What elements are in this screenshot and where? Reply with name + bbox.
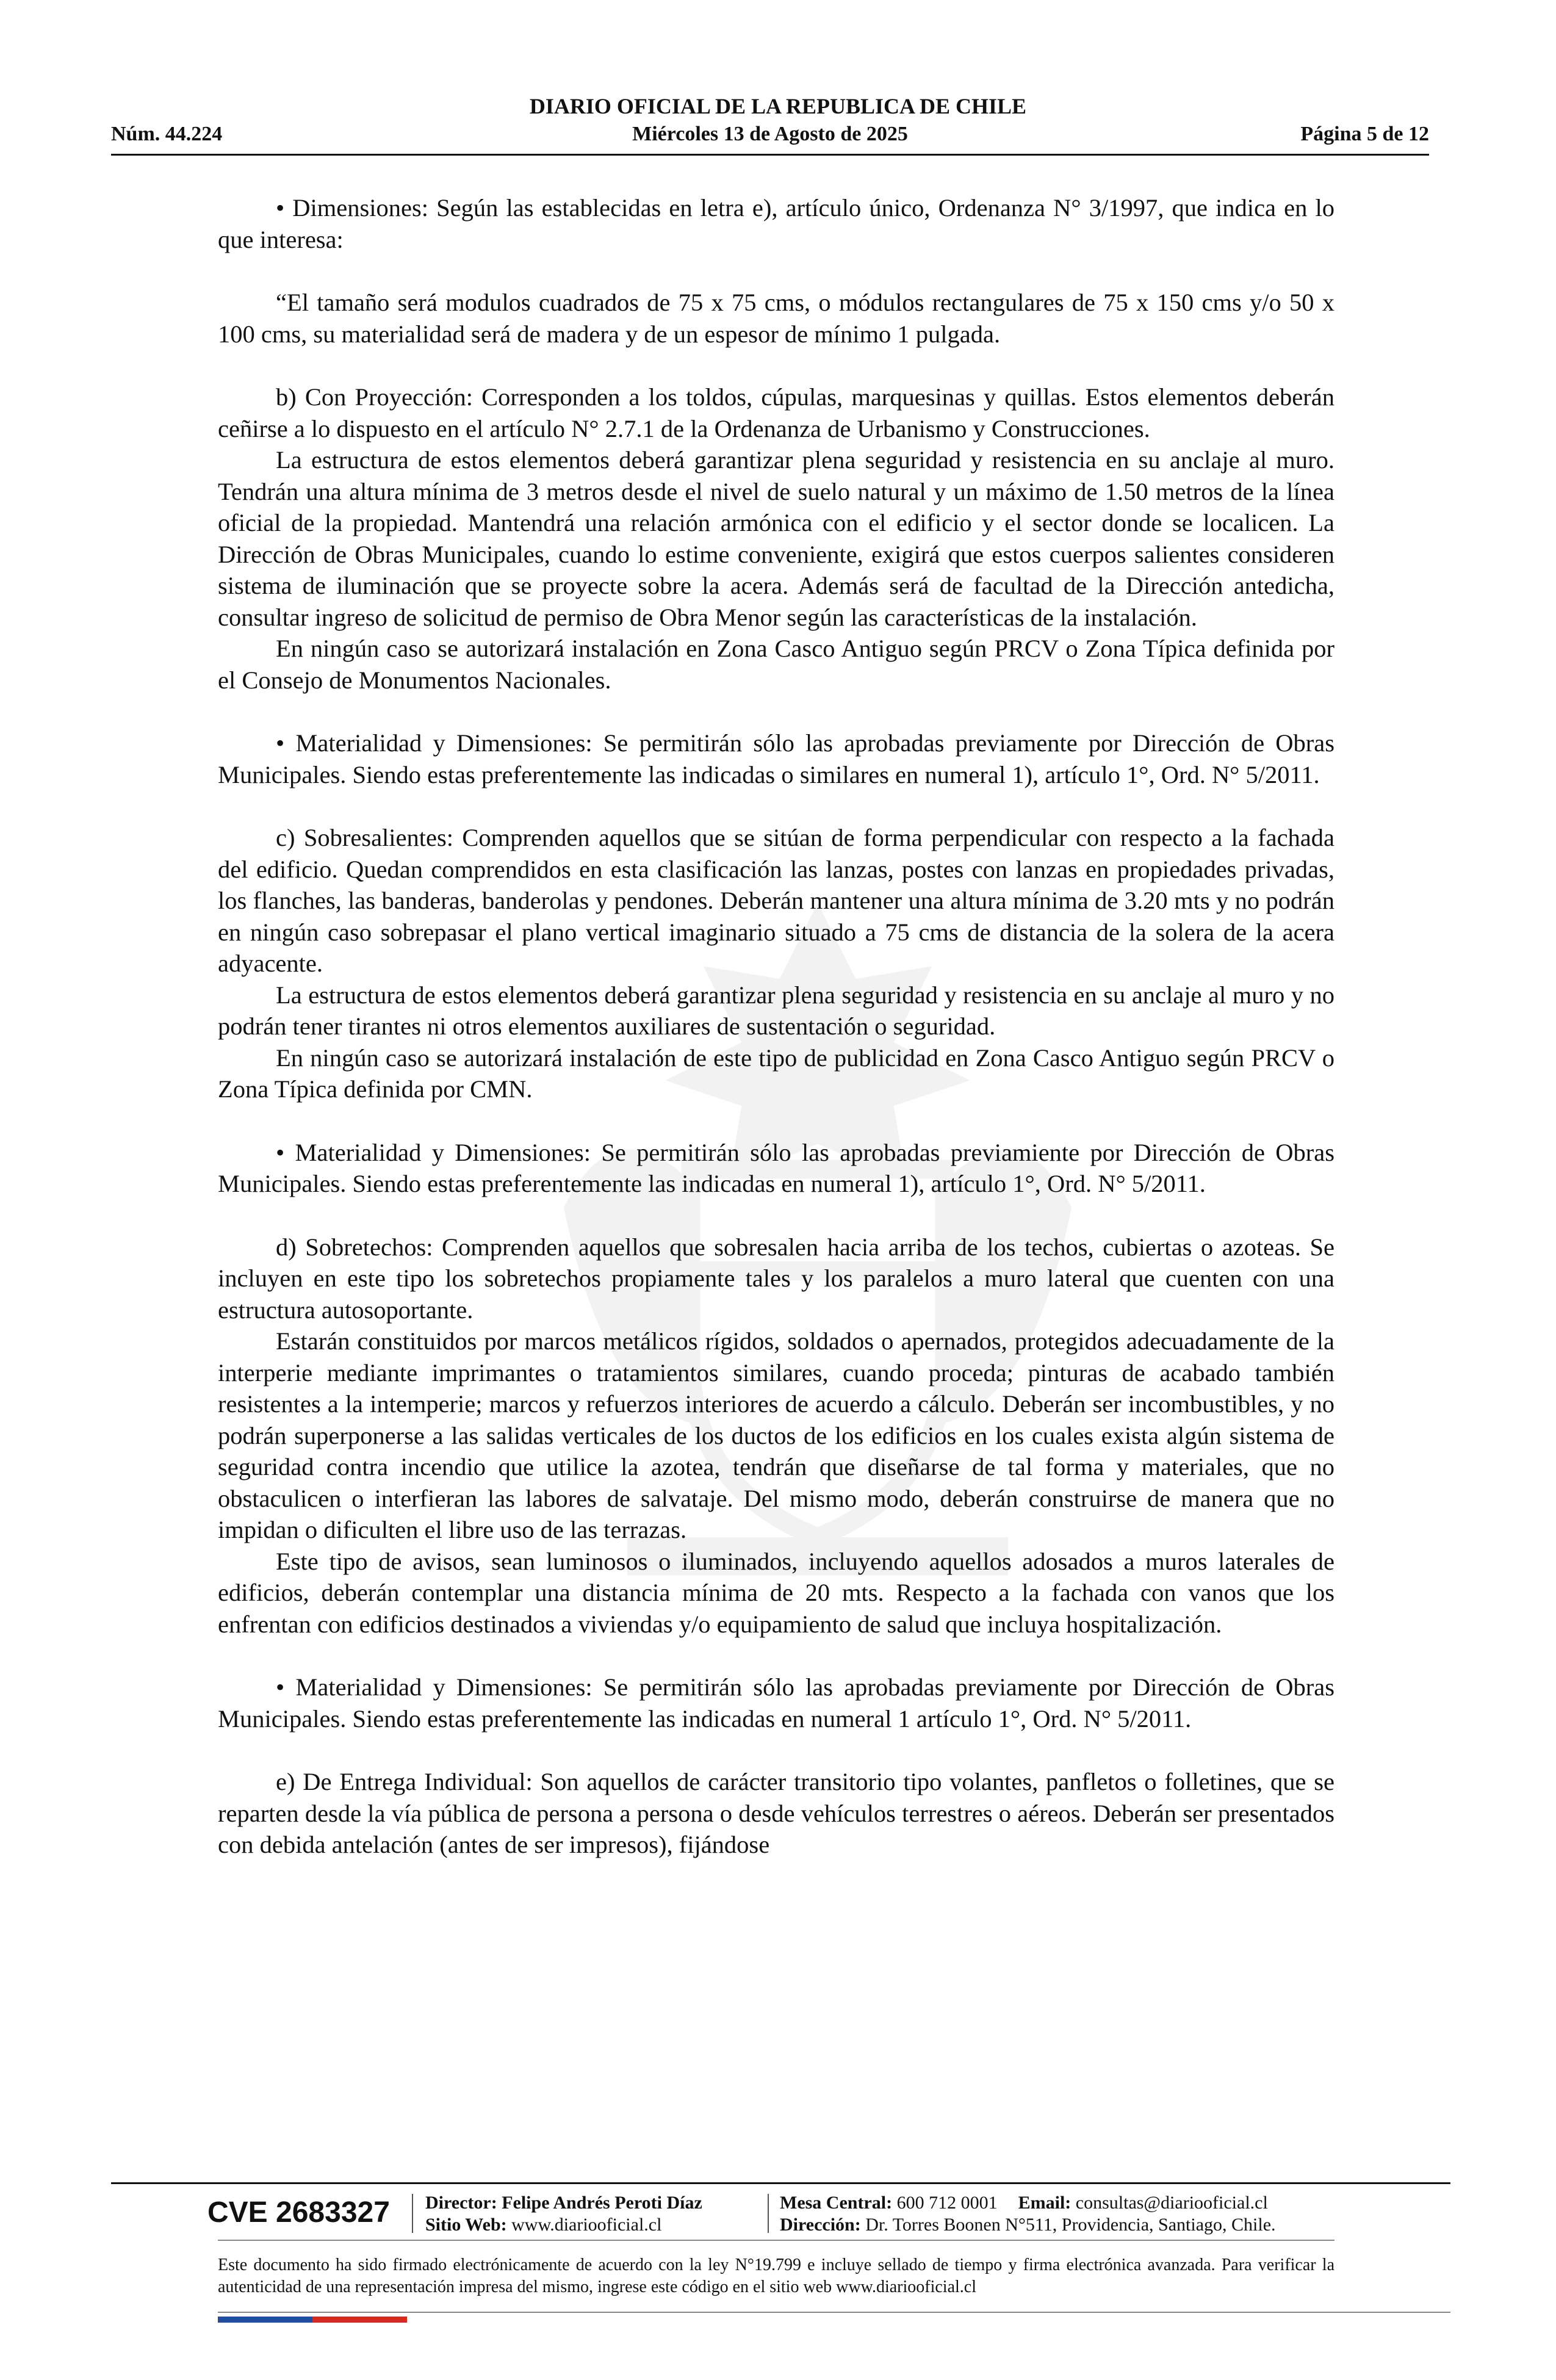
- paragraph: c) Sobresalientes: Comprenden aquellos que se sitúan de forma perpendicular con respecto a la fachada del edificio. Quedan comprendidos en esta clasificación las lanzas, postes con lanzas en propiedades privadas, los flanches, las banderas, banderolas y pendones. Deberán mantener una altura mínima de 3.20 mts y no podrán en ningún caso sobrepasar el plano vertical imaginario situado a 75 cms de distancia de la solera de la acera adyacente.: [218, 824, 1334, 977]
- newspaper-title: DIARIO OFICIAL DE LA REPUBLICA DE CHILE: [529, 94, 1027, 118]
- issue-number: Núm. 44.224: [111, 123, 223, 145]
- header-info-row: [111, 121, 1429, 148]
- paragraph: e) De Entrega Individual: Son aquellos de carácter transitorio tipo volantes, panfletos o folletines, que se reparten desde la vía pública de persona a persona o desde vehículos terrestres o aéreos. Deberán ser presentados con debida antelación (antes de ser impresos), fijándose: [218, 1768, 1334, 1858]
- page-indicator: Página 5 de 12: [1300, 123, 1429, 145]
- contact-info: [780, 2192, 1390, 2236]
- director-name: Felipe Andrés Peroti Díaz: [502, 2193, 702, 2213]
- address-text: Dr. Torres Boonen N°511, Providencia, Santiago, Chile.: [865, 2215, 1276, 2235]
- bottom-divider: [218, 2312, 1450, 2313]
- paragraph: Este tipo de avisos, sean luminosos o iluminados, incluyendo aquellos adosados a muros laterales de edificios, deberán contemplar una distancia mínima de 20 mts. Respecto a la fachada con vanos que los enfrentan con edificios destinados a viviendas y/o equipamiento de salud que incluya hospitalización.: [218, 1547, 1334, 1638]
- paragraph: d) Sobretechos: Comprenden aquellos que sobresalen hacia arriba de los techos, cubiertas o azoteas. Se incluyen en este tipo los sobretechos propiamente tales y los paralelos a muro lateral que cuenten con una estructura autosoportante.: [218, 1233, 1334, 1324]
- flag-stripe-red: [312, 2317, 407, 2323]
- paragraph: • Materialidad y Dimensiones: Se permitirán sólo las aprobadas previamente por Dirección de Obras Municipales. Siendo estas preferentemente las indicadas en numeral 1 artículo 1°, Ord. N° 5/2011.: [218, 1673, 1334, 1733]
- paragraph: En ningún caso se autorizará instalación de este tipo de publicidad en Zona Casco Antiguo según PRCV o Zona Típica definida por CMN.: [218, 1044, 1334, 1103]
- paragraph: En ningún caso se autorizará instalación en Zona Casco Antiguo según PRCV o Zona Típica definida por el Consejo de Monumentos Nacionales.: [218, 635, 1334, 694]
- director-label: Director:: [425, 2193, 497, 2213]
- legal-divider: [218, 2240, 1334, 2241]
- phone-label: Mesa Central:: [780, 2193, 893, 2213]
- website-label: Sitio Web:: [425, 2215, 507, 2235]
- issue-date: Miércoles 13 de Agosto de 2025: [632, 123, 908, 145]
- footer-divider: [111, 2182, 1450, 2184]
- footer-separator: [768, 2194, 769, 2233]
- paragraph: • Dimensiones: Según las establecidas en letra e), artículo único, Ordenanza N° 3/1997, que indica en lo que interesa:: [218, 194, 1334, 253]
- paragraph: b) Con Proyección: Corresponden a los toldos, cúpulas, marquesinas y quillas. Estos elementos deberán ceñirse a lo dispuesto en el artículo N° 2.7.1 de la Ordenanza de Urbanismo y Construcciones.: [218, 383, 1334, 442]
- paragraph: • Materialidad y Dimensiones: Se permitirán sólo las aprobadas previamente por Dirección de Obras Municipales. Siendo estas preferentemente las indicadas o similares en numeral 1), artículo 1°, Ord. N° 5/2011.: [218, 729, 1334, 788]
- paragraph: • Materialidad y Dimensiones: Se permitirán sólo las aprobadas previamiente por Dirección de Obras Municipales. Siendo estas preferentemente las indicadas en numeral 1), artículo 1°, Ord. N° 5/2011.: [218, 1138, 1334, 1197]
- paragraph: Estarán constituidos por marcos metálicos rígidos, soldados o apernados, protegidos adecuadamente de la interperie mediante imprimantes o tratamientos similares, cuando proceda; pinturas de acabado también resistentes a la intemperie; marcos y refuerzos interiores de acuerdo a cálculo. Deberán ser incombustibles, y no podrán superponerse a las salidas verticales de los ductos de los edificios en los cuales exista algún sistema de seguridad contra incendio que utilice la azotea, tendrán que diseñarse de tal forma y materiales, que no obstaculicen o interfieran las labores de salvataje. Del mismo modo, deberán construirse de manera que no impidan o dificulten el libre uso de las terrazas.: [218, 1327, 1334, 1543]
- paragraph: “El tamaño será modulos cuadrados de 75 x 75 cms, o módulos rectangulares de 75 x 150 cms y/o 50 x 100 cms, su materialidad será de madera y de un espesor de mínimo 1 pulgada.: [218, 289, 1334, 348]
- legal-notice: Este documento ha sido firmado electrónicamente de acuerdo con la ley N°19.799 e incluye sellado de tiempo y firma electrónica avanzada. Para verificar la autenticidad de una representación impresa del mismo, ingrese este código en el sitio web www.diariooficial.cl: [218, 2256, 1334, 2296]
- header-divider: [111, 154, 1429, 156]
- paragraph: La estructura de estos elementos deberá garantizar plena seguridad y resistencia en su anclaje al muro y no podrán tener tirantes ni otros elementos auxiliares de sustentación o seguridad.: [218, 981, 1334, 1040]
- paragraph: La estructura de estos elementos deberá garantizar plena seguridad y resistencia en su anclaje al muro. Tendrán una altura mínima de 3 metros desde el nivel de suelo natural y un máximo de 1.50 metros de la línea oficial de la propiedad. Mantendrá una relación armónica con el edificio y el sector donde se localicen. La Dirección de Obras Municipales, cuando lo estime conveniente, exigirá que estos cuerpos salientes consideren sistema de iluminación que se proyecte sobre la acera. Además será de facultad de la Dirección antedicha, consultar ingreso de solicitud de permiso de Obra Menor según las características de la instalación.: [218, 446, 1334, 631]
- email-link[interactable]: consultas@diariooficial.cl: [1075, 2193, 1268, 2213]
- address-label: Dirección:: [780, 2215, 861, 2235]
- document-body: [218, 192, 1334, 1861]
- cve-code: CVE 2683327: [207, 2196, 390, 2229]
- phone-number: 600 712 0001: [896, 2193, 998, 2213]
- flag-stripe-blue: [218, 2317, 312, 2323]
- footer-separator: [412, 2194, 413, 2233]
- website-link[interactable]: www.diariooficial.cl: [511, 2215, 662, 2235]
- director-info: [425, 2192, 767, 2236]
- email-label: Email:: [1018, 2193, 1072, 2213]
